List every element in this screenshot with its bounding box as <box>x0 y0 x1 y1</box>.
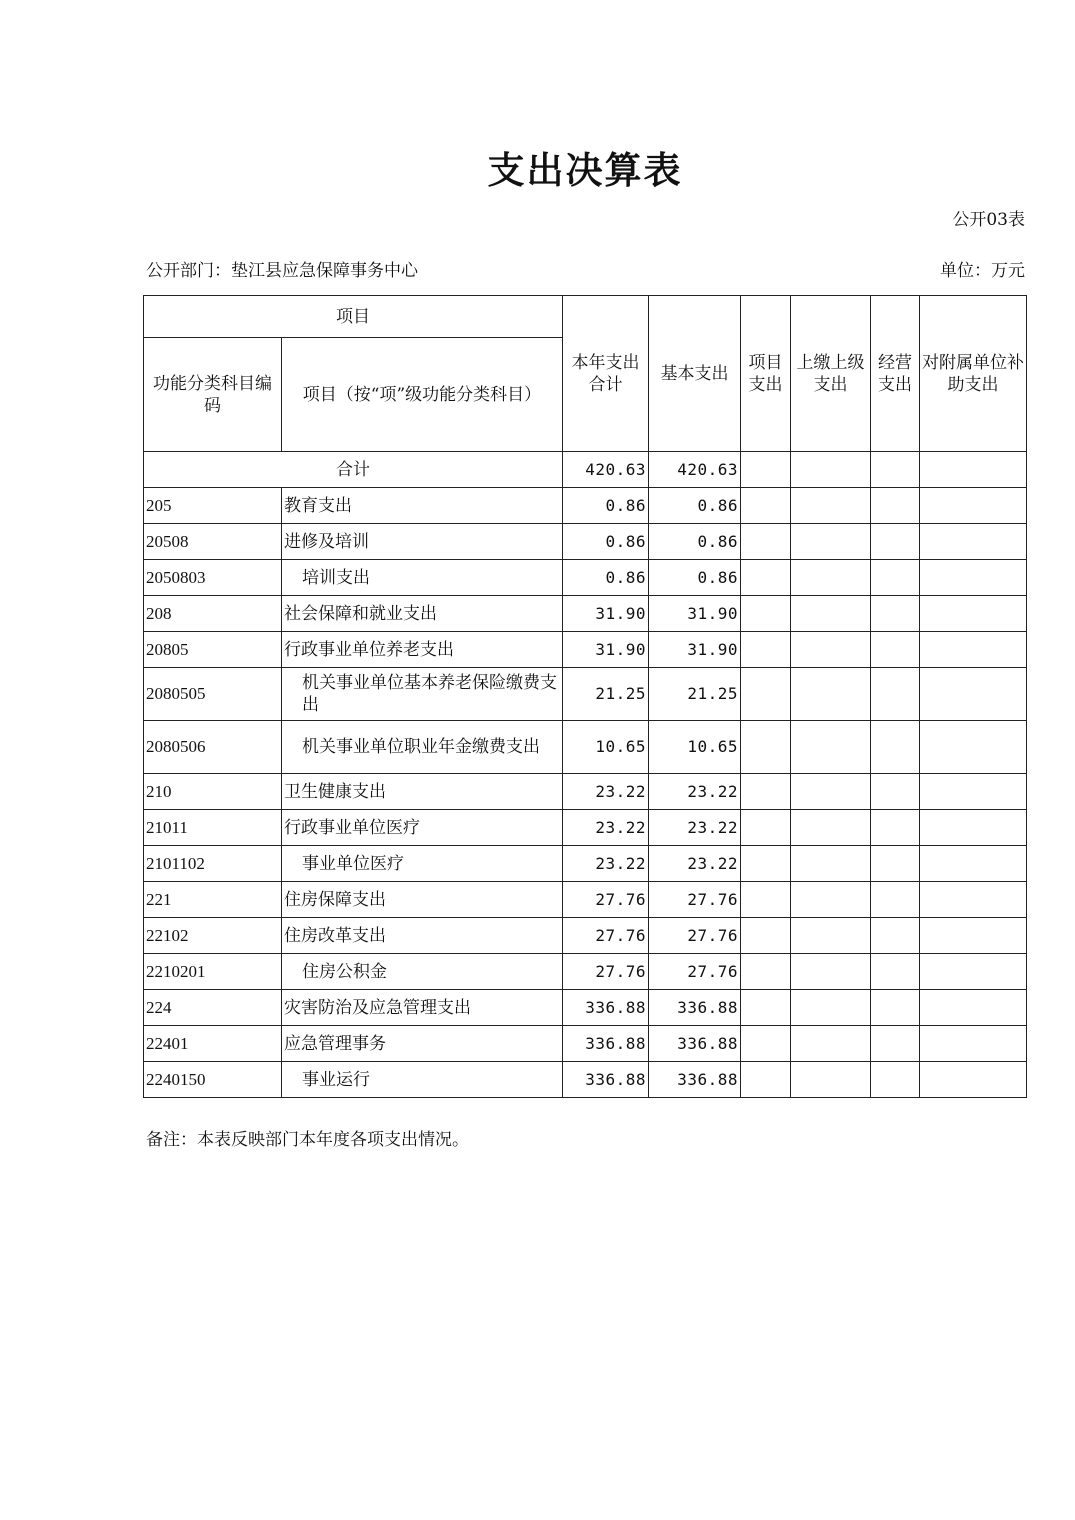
header-upper: 上缴上级支出 <box>791 296 871 452</box>
empty-cell <box>871 632 920 668</box>
empty-cell <box>741 596 791 632</box>
row-total: 0.86 <box>563 560 649 596</box>
empty-cell <box>920 596 1027 632</box>
empty-cell <box>871 524 920 560</box>
row-basic: 23.22 <box>649 810 741 846</box>
empty-cell <box>791 668 871 721</box>
total-row <box>144 452 1027 488</box>
empty-cell <box>741 721 791 774</box>
empty-cell <box>920 488 1027 524</box>
row-basic: 21.25 <box>649 668 741 721</box>
table-row <box>144 882 1027 918</box>
empty-cell <box>741 524 791 560</box>
table-row <box>144 524 1027 560</box>
row-code: 208 <box>144 596 282 632</box>
empty-cell <box>871 990 920 1026</box>
empty-cell <box>741 668 791 721</box>
row-code: 221 <box>144 882 282 918</box>
row-basic: 336.88 <box>649 1026 741 1062</box>
row-total: 336.88 <box>563 990 649 1026</box>
total-basic: 420.63 <box>649 452 741 488</box>
empty-cell <box>871 721 920 774</box>
row-code: 2080506 <box>144 721 282 774</box>
row-name: 社会保障和就业支出 <box>282 596 563 632</box>
empty-cell <box>871 774 920 810</box>
empty-cell <box>791 1062 871 1098</box>
table-row <box>144 596 1027 632</box>
row-code: 2080505 <box>144 668 282 721</box>
page-title: 支出决算表 <box>487 149 683 192</box>
row-total: 23.22 <box>563 774 649 810</box>
empty-cell <box>741 846 791 882</box>
empty-cell <box>920 1026 1027 1062</box>
row-name: 住房公积金 <box>282 954 563 990</box>
row-basic: 31.90 <box>649 596 741 632</box>
empty-cell <box>741 774 791 810</box>
empty-cell <box>791 810 871 846</box>
empty-cell <box>791 990 871 1026</box>
empty-cell <box>920 990 1027 1026</box>
row-name: 进修及培训 <box>282 524 563 560</box>
row-name: 行政事业单位养老支出 <box>282 632 563 668</box>
row-name: 行政事业单位医疗 <box>282 810 563 846</box>
empty-cell <box>791 774 871 810</box>
total-amount: 420.63 <box>563 452 649 488</box>
row-name: 事业单位医疗 <box>282 846 563 882</box>
table-row <box>144 1062 1027 1098</box>
empty-cell <box>871 882 920 918</box>
row-basic: 0.86 <box>649 524 741 560</box>
row-name: 机关事业单位基本养老保险缴费支出 <box>282 668 563 721</box>
empty-cell <box>791 524 871 560</box>
header-project-expense: 项目支出 <box>741 296 791 452</box>
header-business: 经营支出 <box>871 296 920 452</box>
header-subsidy: 对附属单位补助支出 <box>920 296 1027 452</box>
empty-cell <box>871 954 920 990</box>
row-total: 336.88 <box>563 1062 649 1098</box>
row-total: 336.88 <box>563 1026 649 1062</box>
empty-cell <box>920 810 1027 846</box>
empty-cell <box>741 1026 791 1062</box>
row-code: 2210201 <box>144 954 282 990</box>
table-row <box>144 846 1027 882</box>
row-total: 31.90 <box>563 632 649 668</box>
empty-cell <box>871 488 920 524</box>
table-row <box>144 721 1027 774</box>
table-row <box>144 954 1027 990</box>
row-total: 23.22 <box>563 846 649 882</box>
empty-cell <box>920 918 1027 954</box>
header-code: 功能分类科目编码 <box>144 338 282 452</box>
row-basic: 10.65 <box>649 721 741 774</box>
empty-cell <box>871 810 920 846</box>
empty-cell <box>741 560 791 596</box>
empty-cell <box>791 882 871 918</box>
empty-cell <box>741 882 791 918</box>
empty-cell <box>920 632 1027 668</box>
empty-cell <box>791 560 871 596</box>
empty-cell <box>741 632 791 668</box>
row-name: 卫生健康支出 <box>282 774 563 810</box>
empty-cell <box>920 1062 1027 1098</box>
footnote: 备注：本表反映部门本年度各项支出情况。 <box>146 1130 469 1150</box>
empty-cell <box>791 846 871 882</box>
form-number: 公开03表 <box>952 210 1025 230</box>
row-code: 20508 <box>144 524 282 560</box>
row-name: 住房改革支出 <box>282 918 563 954</box>
row-code: 22102 <box>144 918 282 954</box>
table-row <box>144 668 1027 721</box>
table-row <box>144 632 1027 668</box>
row-basic: 0.86 <box>649 560 741 596</box>
department-label: 公开部门：垫江县应急保障事务中心 <box>146 261 418 281</box>
empty-cell <box>791 721 871 774</box>
header-total: 本年支出合计 <box>563 296 649 452</box>
row-code: 2240150 <box>144 1062 282 1098</box>
row-name: 事业运行 <box>282 1062 563 1098</box>
row-total: 0.86 <box>563 488 649 524</box>
empty-cell <box>741 1062 791 1098</box>
row-code: 224 <box>144 990 282 1026</box>
empty-cell <box>741 954 791 990</box>
table-row <box>144 1026 1027 1062</box>
row-code: 210 <box>144 774 282 810</box>
row-name: 教育支出 <box>282 488 563 524</box>
expenditure-table <box>143 295 1027 1098</box>
row-basic: 23.22 <box>649 846 741 882</box>
table-row <box>144 990 1027 1026</box>
row-basic: 0.86 <box>649 488 741 524</box>
row-basic: 27.76 <box>649 882 741 918</box>
empty-cell <box>920 560 1027 596</box>
row-code: 21011 <box>144 810 282 846</box>
row-basic: 336.88 <box>649 1062 741 1098</box>
empty-cell <box>871 1026 920 1062</box>
empty-cell <box>741 810 791 846</box>
row-name: 机关事业单位职业年金缴费支出 <box>282 721 563 774</box>
empty-cell <box>871 560 920 596</box>
table-row <box>144 810 1027 846</box>
empty-cell <box>920 721 1027 774</box>
empty-cell <box>920 846 1027 882</box>
row-total: 10.65 <box>563 721 649 774</box>
row-total: 31.90 <box>563 596 649 632</box>
row-name: 培训支出 <box>282 560 563 596</box>
empty-cell <box>871 668 920 721</box>
row-basic: 31.90 <box>649 632 741 668</box>
empty-cell <box>741 990 791 1026</box>
empty-cell <box>871 1062 920 1098</box>
row-basic: 27.76 <box>649 954 741 990</box>
total-label: 合计 <box>144 452 563 488</box>
row-code: 22401 <box>144 1026 282 1062</box>
row-name: 住房保障支出 <box>282 882 563 918</box>
row-total: 0.86 <box>563 524 649 560</box>
table-row <box>144 918 1027 954</box>
row-total: 27.76 <box>563 918 649 954</box>
row-total: 23.22 <box>563 810 649 846</box>
row-code: 20805 <box>144 632 282 668</box>
empty-cell <box>791 596 871 632</box>
header-project-group: 项目 <box>144 296 563 338</box>
empty-cell <box>920 774 1027 810</box>
row-name: 灾害防治及应急管理支出 <box>282 990 563 1026</box>
empty-cell <box>791 1026 871 1062</box>
empty-cell <box>920 524 1027 560</box>
row-total: 27.76 <box>563 882 649 918</box>
empty-cell <box>741 488 791 524</box>
table-row <box>144 560 1027 596</box>
header-name: 项目（按“项”级功能分类科目） <box>282 338 563 452</box>
unit-label: 单位：万元 <box>940 261 1025 281</box>
row-code: 2101102 <box>144 846 282 882</box>
empty-cell <box>920 954 1027 990</box>
header-basic: 基本支出 <box>649 296 741 452</box>
empty-cell <box>791 954 871 990</box>
row-code: 2050803 <box>144 560 282 596</box>
empty-cell <box>871 918 920 954</box>
empty-cell <box>791 488 871 524</box>
empty-cell <box>791 918 871 954</box>
empty-cell <box>871 596 920 632</box>
table-row <box>144 488 1027 524</box>
row-total: 27.76 <box>563 954 649 990</box>
empty-cell <box>791 632 871 668</box>
row-basic: 336.88 <box>649 990 741 1026</box>
empty-cell <box>920 668 1027 721</box>
empty-cell <box>920 882 1027 918</box>
row-basic: 27.76 <box>649 918 741 954</box>
row-basic: 23.22 <box>649 774 741 810</box>
row-code: 205 <box>144 488 282 524</box>
empty-cell <box>871 846 920 882</box>
row-name: 应急管理事务 <box>282 1026 563 1062</box>
empty-cell <box>741 918 791 954</box>
table-row <box>144 774 1027 810</box>
row-total: 21.25 <box>563 668 649 721</box>
